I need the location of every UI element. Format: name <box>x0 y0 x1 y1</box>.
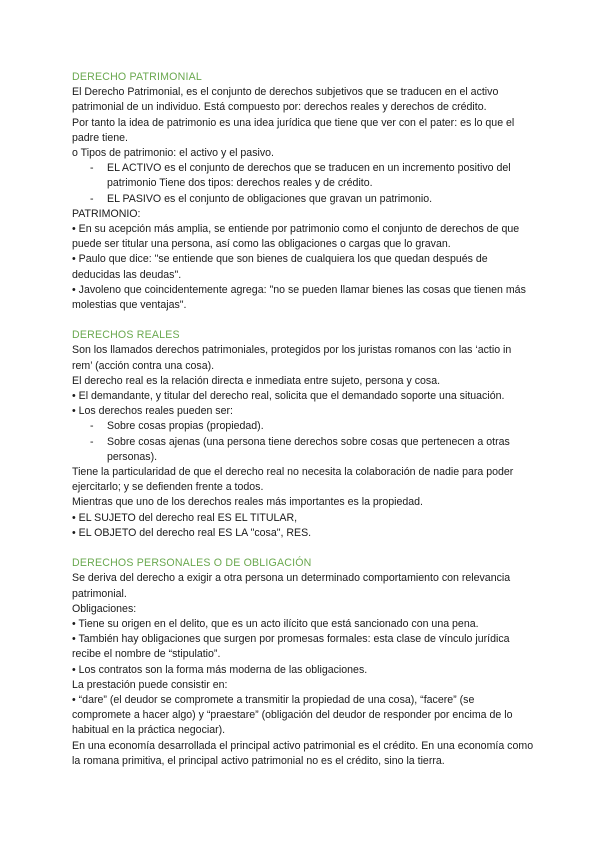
bullet-item: • EL OBJETO del derecho real ES LA "cosa", RES. <box>72 526 312 539</box>
dash-item-text: Sobre cosas propias (propiedad). <box>107 420 264 433</box>
dash-list-item <box>72 192 534 207</box>
bullet-item: • Los contratos son la forma más moderna de las obligaciones. <box>72 663 368 676</box>
document-page <box>72 70 534 769</box>
paragraph: Mientras que uno de los derechos reales más importantes es la propiedad. <box>72 496 423 509</box>
dash-list-item <box>72 419 534 434</box>
section-heading-derechos-reales: DERECHOS REALES <box>72 329 180 342</box>
paragraph: El Derecho Patrimonial, es el conjunto de derechos subjetivos que se traducen en el activo patrimonial de un individuo. Está compuesto por: derechos reales y derechos de crédito. <box>72 86 499 114</box>
paragraph: En una economía desarrollada el principal activo patrimonial es el crédito. En una economía como la romana primitiva, el principal activo patrimonial no es el crédito, sino la tierra. <box>72 739 534 767</box>
bullet-item: • El demandante, y titular del derecho real, solicita que el demandado soporte una situación. <box>72 390 505 403</box>
dash-marker: - <box>90 420 94 433</box>
paragraph: Obligaciones: <box>72 602 137 615</box>
section-spacer <box>72 313 534 328</box>
bullet-item: • También hay obligaciones que surgen por promesas formales: esta clase de vínculo jurídica recibe el nombre de “stipulatio”. <box>72 633 510 661</box>
paragraph: PATRIMONIO: <box>72 207 141 220</box>
paragraph: Tiene la particularidad de que el derecho real no necesita la colaboración de nadie para poder ejercitarlo; y se defienden frente a todos. <box>72 466 514 494</box>
dash-item-text: Sobre cosas ajenas (una persona tiene derechos sobre cosas que pertenecen a otras personas). <box>107 435 510 463</box>
paragraph: El derecho real es la relación directa e inmediata entre sujeto, persona y cosa. <box>72 374 441 387</box>
bullet-item: • Javoleno que coincidentemente agrega: "no se pueden llamar bienes las cosas que tienen más molestias que ventajas". <box>72 283 526 312</box>
paragraph: Se deriva del derecho a exigir a otra persona un determinado comportamiento con relevancia patrimonial. <box>72 572 511 600</box>
dash-item-text: EL ACTIVO es el conjunto de derechos que se traducen en un incremento positivo del patrimonio Tiene dos tipos: derechos reales y de crédito. <box>107 162 511 190</box>
dash-list-item <box>72 161 534 191</box>
section-heading-derecho-patrimonial: DERECHO PATRIMONIAL <box>72 71 202 83</box>
bullet-item: • En su acepción más amplia, se entiende por patrimonio como el conjunto de derechos de que puede ser titular una persona, así como las obligaciones o cargas que lo gravan. <box>72 223 520 251</box>
dash-item-text: EL PASIVO es el conjunto de obligaciones que gravan un patrimonio. <box>107 192 433 205</box>
paragraph: Son los llamados derechos patrimoniales, protegidos por los juristas romanos con las ‘actio in rem’ (acción contra una cosa). <box>72 344 512 372</box>
dash-marker: - <box>90 162 94 175</box>
section-heading-derechos-personales: DERECHOS PERSONALES O DE OBLIGACIÓN <box>72 557 312 570</box>
bullet-item: • Paulo que dice: "se entiende que son bienes de cualquiera los que quedan después de deducidas las deudas". <box>72 253 488 281</box>
dash-marker: - <box>90 435 94 448</box>
bullet-item: • Tiene su origen en el delito, que es un acto ilícito que está sancionado con una pena. <box>72 617 479 630</box>
section-spacer <box>72 541 534 556</box>
bullet-item: • EL SUJETO del derecho real ES EL TITULAR, <box>72 511 298 524</box>
dash-list-item <box>72 435 534 465</box>
dash-marker: - <box>90 192 94 205</box>
paragraph: o Tipos de patrimonio: el activo y el pasivo. <box>72 147 274 160</box>
paragraph: Por tanto la idea de patrimonio es una idea jurídica que tiene que ver con el pater: es lo que el padre tiene. <box>72 116 515 144</box>
bullet-item: • Los derechos reales pueden ser: <box>72 405 233 418</box>
paragraph: La prestación puede consistir en: <box>72 678 228 691</box>
bullet-item: • “dare” (el deudor se compromete a transmitir la propiedad de una cosa), “facere” (se compromete a hacer algo) y “praestare” (obligación del deudor de responder por encima de lo habitual en la práctica negociar). <box>72 693 513 737</box>
